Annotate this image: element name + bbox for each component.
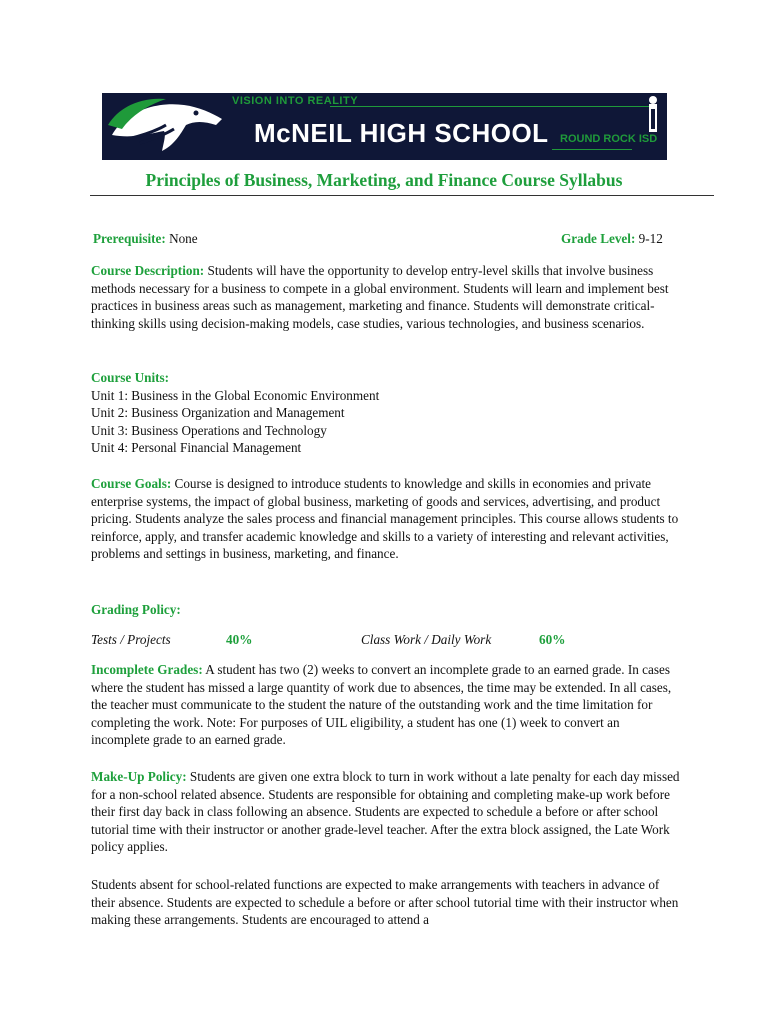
incomplete-grades — [91, 661, 681, 749]
district-name: ROUND ROCK ISD — [560, 133, 658, 145]
banner-rule — [552, 149, 632, 150]
grading-label: Grading Policy: — [91, 602, 181, 617]
title-divider — [90, 195, 714, 196]
incomplete-text: A student has two (2) weeks to convert an incomplete grade to an earned grade. In cases where the student has missed a large quantity of work due to absences, the time may be extended. In all cases, the teacher must communicate to the student the nature of the outstanding work and the time limitation for completing the work. Note: For purposes of UIL eligibility, a student has one (1) week to convert an incomplete grade to an earned grade. — [91, 662, 672, 747]
course-goals — [91, 475, 681, 563]
absent-text: Students absent for school-related functions are expected to make arrangements with teachers in advance of their absence. Students are expected to schedule a before or after school tutorial time with their instructor when making these arrangements. Students are encouraged to attend a — [91, 877, 679, 927]
unit-item: Unit 3: Business Operations and Technology — [91, 422, 327, 438]
goals-text: Course is designed to introduce students to knowledge and skills in economies and private enterprise systems, the impact of global business, marketing of goods and services, advertising, and product pricing. Students analyze the sales process and financial management principles. This course allows students to reinforce, apply, and transfer academic knowledge and skills to a variety of interesting and relevant activities, problems and settings in business, marketing, and finance. — [91, 476, 679, 561]
unit-item: Unit 1: Business in the Global Economic Environment — [91, 387, 380, 403]
grading-item-label: Class Work / Daily Work — [361, 632, 492, 647]
header-banner — [102, 93, 667, 160]
makeup-text: Students are given one extra block to turn in work without a late penalty for each day missed for a non-school related absence. Students are responsible for obtaining and completing make-up work before their first day back in class following an absence. Students are expected to schedule a before or after school tutorial time with their instructor or another grade-level teacher. After the extra block assigned, the Late Work policy applies. — [91, 769, 680, 854]
prerequisite-label: Prerequisite: — [93, 231, 166, 246]
tagline: VISION INTO REALITY — [232, 95, 359, 107]
page-title: Principles of Business, Marketing, and Finance Course Syllabus — [145, 170, 623, 190]
course-units — [91, 369, 681, 457]
description-label: Course Description: — [91, 263, 205, 278]
description-text: Students will have the opportunity to develop entry-level skills that involve business methods necessary for a business to compete in a global environment. Students will learn and implement best practices in business areas such as management, marketing and finance. Students will demonstrate critical-thinking skills using decision-making models, case studies, various technologies, and business scenarios. — [91, 263, 669, 331]
grading-item-value: 60% — [539, 632, 566, 647]
absent-paragraph — [91, 876, 681, 929]
prerequisite — [93, 230, 198, 248]
goals-label: Course Goals: — [91, 476, 172, 491]
grade-level-value: 9-12 — [638, 231, 663, 246]
makeup-label: Make-Up Policy: — [91, 769, 187, 784]
prerequisite-value: None — [169, 231, 198, 246]
course-description — [91, 262, 681, 332]
tower-icon — [642, 95, 664, 135]
units-label: Course Units: — [91, 370, 170, 385]
grade-level-label: Grade Level: — [561, 231, 636, 246]
school-name: McNEIL HIGH SCHOOL — [254, 118, 549, 148]
mustang-head-icon — [104, 95, 229, 158]
unit-item: Unit 2: Business Organization and Management — [91, 405, 345, 420]
grading-item-value: 40% — [226, 632, 253, 647]
incomplete-label: Incomplete Grades: — [91, 662, 203, 677]
unit-item: Unit 4: Personal Financial Management — [91, 440, 302, 455]
banner-rule — [330, 106, 650, 107]
makeup-policy — [91, 768, 681, 856]
grading-item-label: Tests / Projects — [91, 632, 171, 647]
grade-level — [561, 230, 663, 248]
